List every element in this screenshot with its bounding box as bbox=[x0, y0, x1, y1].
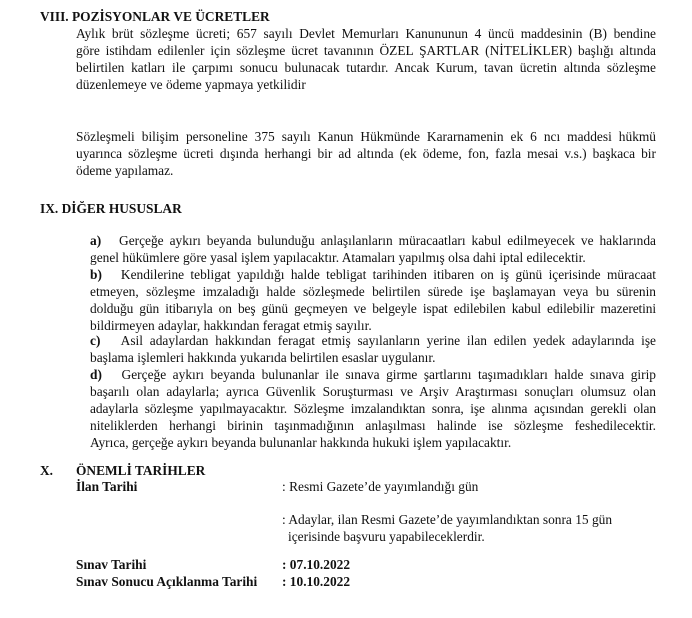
text-line: başlama işlemleri hakkında yukarıda belirtilen esaslar uygulanır. bbox=[90, 350, 436, 365]
item-a-text: Gerçeğe aykırı beyanda bulunduğu anlaşılanların müracaatları kabul edilmeyecek ve haklarında bbox=[119, 233, 656, 248]
section-8-paragraph-2 bbox=[76, 128, 656, 182]
text-line: belirtilen katları ile çarpımı sonucu bulunacak tutardır. Ancak Kurum, tavan ücretin altında sözleşme bbox=[76, 60, 656, 75]
sonuc-tarihi-label: Sınav Sonucu Açıklanma Tarihi bbox=[76, 574, 258, 589]
text-line: niteliklerden herhangi birinin taşınmadığının anlaşılması halinde ise sözleşme feshedilecektir. bbox=[90, 418, 656, 433]
text-line bbox=[90, 366, 656, 383]
text-line: içerisinde başvuru yapabileceklerdir. bbox=[288, 529, 485, 544]
sonuc-tarihi-value: : 10.10.2022 bbox=[282, 574, 351, 589]
item-b bbox=[90, 266, 656, 338]
item-c-text: Asil adaylardan hakkından feragat etmiş sayılanların yerine ilan edilen yedek adaylarında işe bbox=[120, 333, 656, 348]
section-10-title: ÖNEMLİ TARİHLER bbox=[76, 463, 206, 478]
section-10-number: X. bbox=[40, 463, 54, 478]
text-line: adaylarla sözleşme yapılmayacaktır. Sözleşme imzalandıktan sonra, işe alınma açısından gerekli olan bbox=[90, 401, 656, 416]
text-line bbox=[90, 232, 656, 249]
text-line: dolduğu gün itibarıyla on beş günü geçmeyen ve belgeyle ispat edilebilen kabul edilebilir mazeretini bbox=[90, 301, 656, 316]
item-a-letter: a) bbox=[90, 233, 102, 248]
text-line: düzenlemeye ve ödeme yapmaya yetkilidir bbox=[76, 77, 306, 92]
text-line: genel hükümlere göre yasal işlem yapılacaktır. Atamaları yapılmış olsa dahi iptal edilecektir. bbox=[90, 250, 586, 265]
text-line: göre istihdam edilenler için sözleşme ücret tavanının ÖZEL ŞARTLAR (NİTELİKLER) başlığı altında bbox=[76, 43, 656, 58]
item-d bbox=[90, 366, 656, 456]
item-b-text: Kendilerine tebligat yapıldığı halde tebligat tarihinden itibaren on iş günü içerisinde müracaat bbox=[120, 267, 657, 282]
item-d-text: Gerçeğe aykırı beyanda bulunanlar ile sınava girme şartlarını taşımadıkları halde sınava girip bbox=[121, 367, 657, 382]
section-8-title: VIII. POZİSYONLAR VE ÜCRETLER bbox=[40, 9, 270, 24]
item-c bbox=[90, 332, 656, 368]
text-line: : Adaylar, ilan Resmi Gazete’de yayımlandıktan sonra 15 gün bbox=[282, 512, 613, 527]
item-a bbox=[90, 232, 656, 268]
text-line: uyarınca sözleşme ücreti dışında herhangi bir ad altında (ek ödeme, fon, fazla mesai v.s.) başkaca bir bbox=[76, 146, 656, 161]
text-line: etmeyen, sözleşme imzaladığı halde sözleşmede belirtilen sürede işe başlamayan veya bu sürenin bbox=[90, 284, 656, 299]
section-9-title: IX. DİĞER HUSUSLAR bbox=[40, 201, 182, 216]
sinav-tarihi-value: : 07.10.2022 bbox=[282, 557, 351, 572]
sinav-tarihi-label: Sınav Tarihi bbox=[76, 557, 147, 572]
text-line: başarılı olan adaylarla; ayrıca Güvenlik Soruşturması ve Arşiv Araştırması sonuçları olumsuz olan bbox=[90, 384, 656, 399]
text-line: Sözleşmeli bilişim personeline 375 sayılı Kanun Hükmünde Kararnamenin ek 6 ncı maddesi hükmü bbox=[76, 129, 656, 144]
section-8-paragraph-1 bbox=[76, 25, 656, 97]
text-line bbox=[90, 332, 656, 349]
item-b-letter: b) bbox=[90, 267, 102, 282]
text-line: Ayrıca, gerçeğe aykırı beyanda bulunanlar hakkında hukuki işlem yapılacaktır. bbox=[90, 435, 512, 450]
ilan-tarihi-label: İlan Tarihi bbox=[76, 479, 138, 494]
ilan-tarihi-value: : Resmi Gazete’de yayımlandığı gün bbox=[282, 479, 479, 494]
text-line: Aylık brüt sözleşme ücreti; 657 sayılı Devlet Memurları Kanununun 4 üncü maddesinin (B) bendine bbox=[76, 26, 656, 41]
text-line: bildirmeyen adaylar, hakkından feragat etmiş sayılır. bbox=[90, 318, 372, 333]
item-d-letter: d) bbox=[90, 367, 102, 382]
text-line bbox=[90, 266, 656, 283]
basvuru-info bbox=[282, 511, 662, 545]
text-line: ödeme yapılamaz. bbox=[76, 163, 174, 178]
item-c-letter: c) bbox=[90, 333, 101, 348]
